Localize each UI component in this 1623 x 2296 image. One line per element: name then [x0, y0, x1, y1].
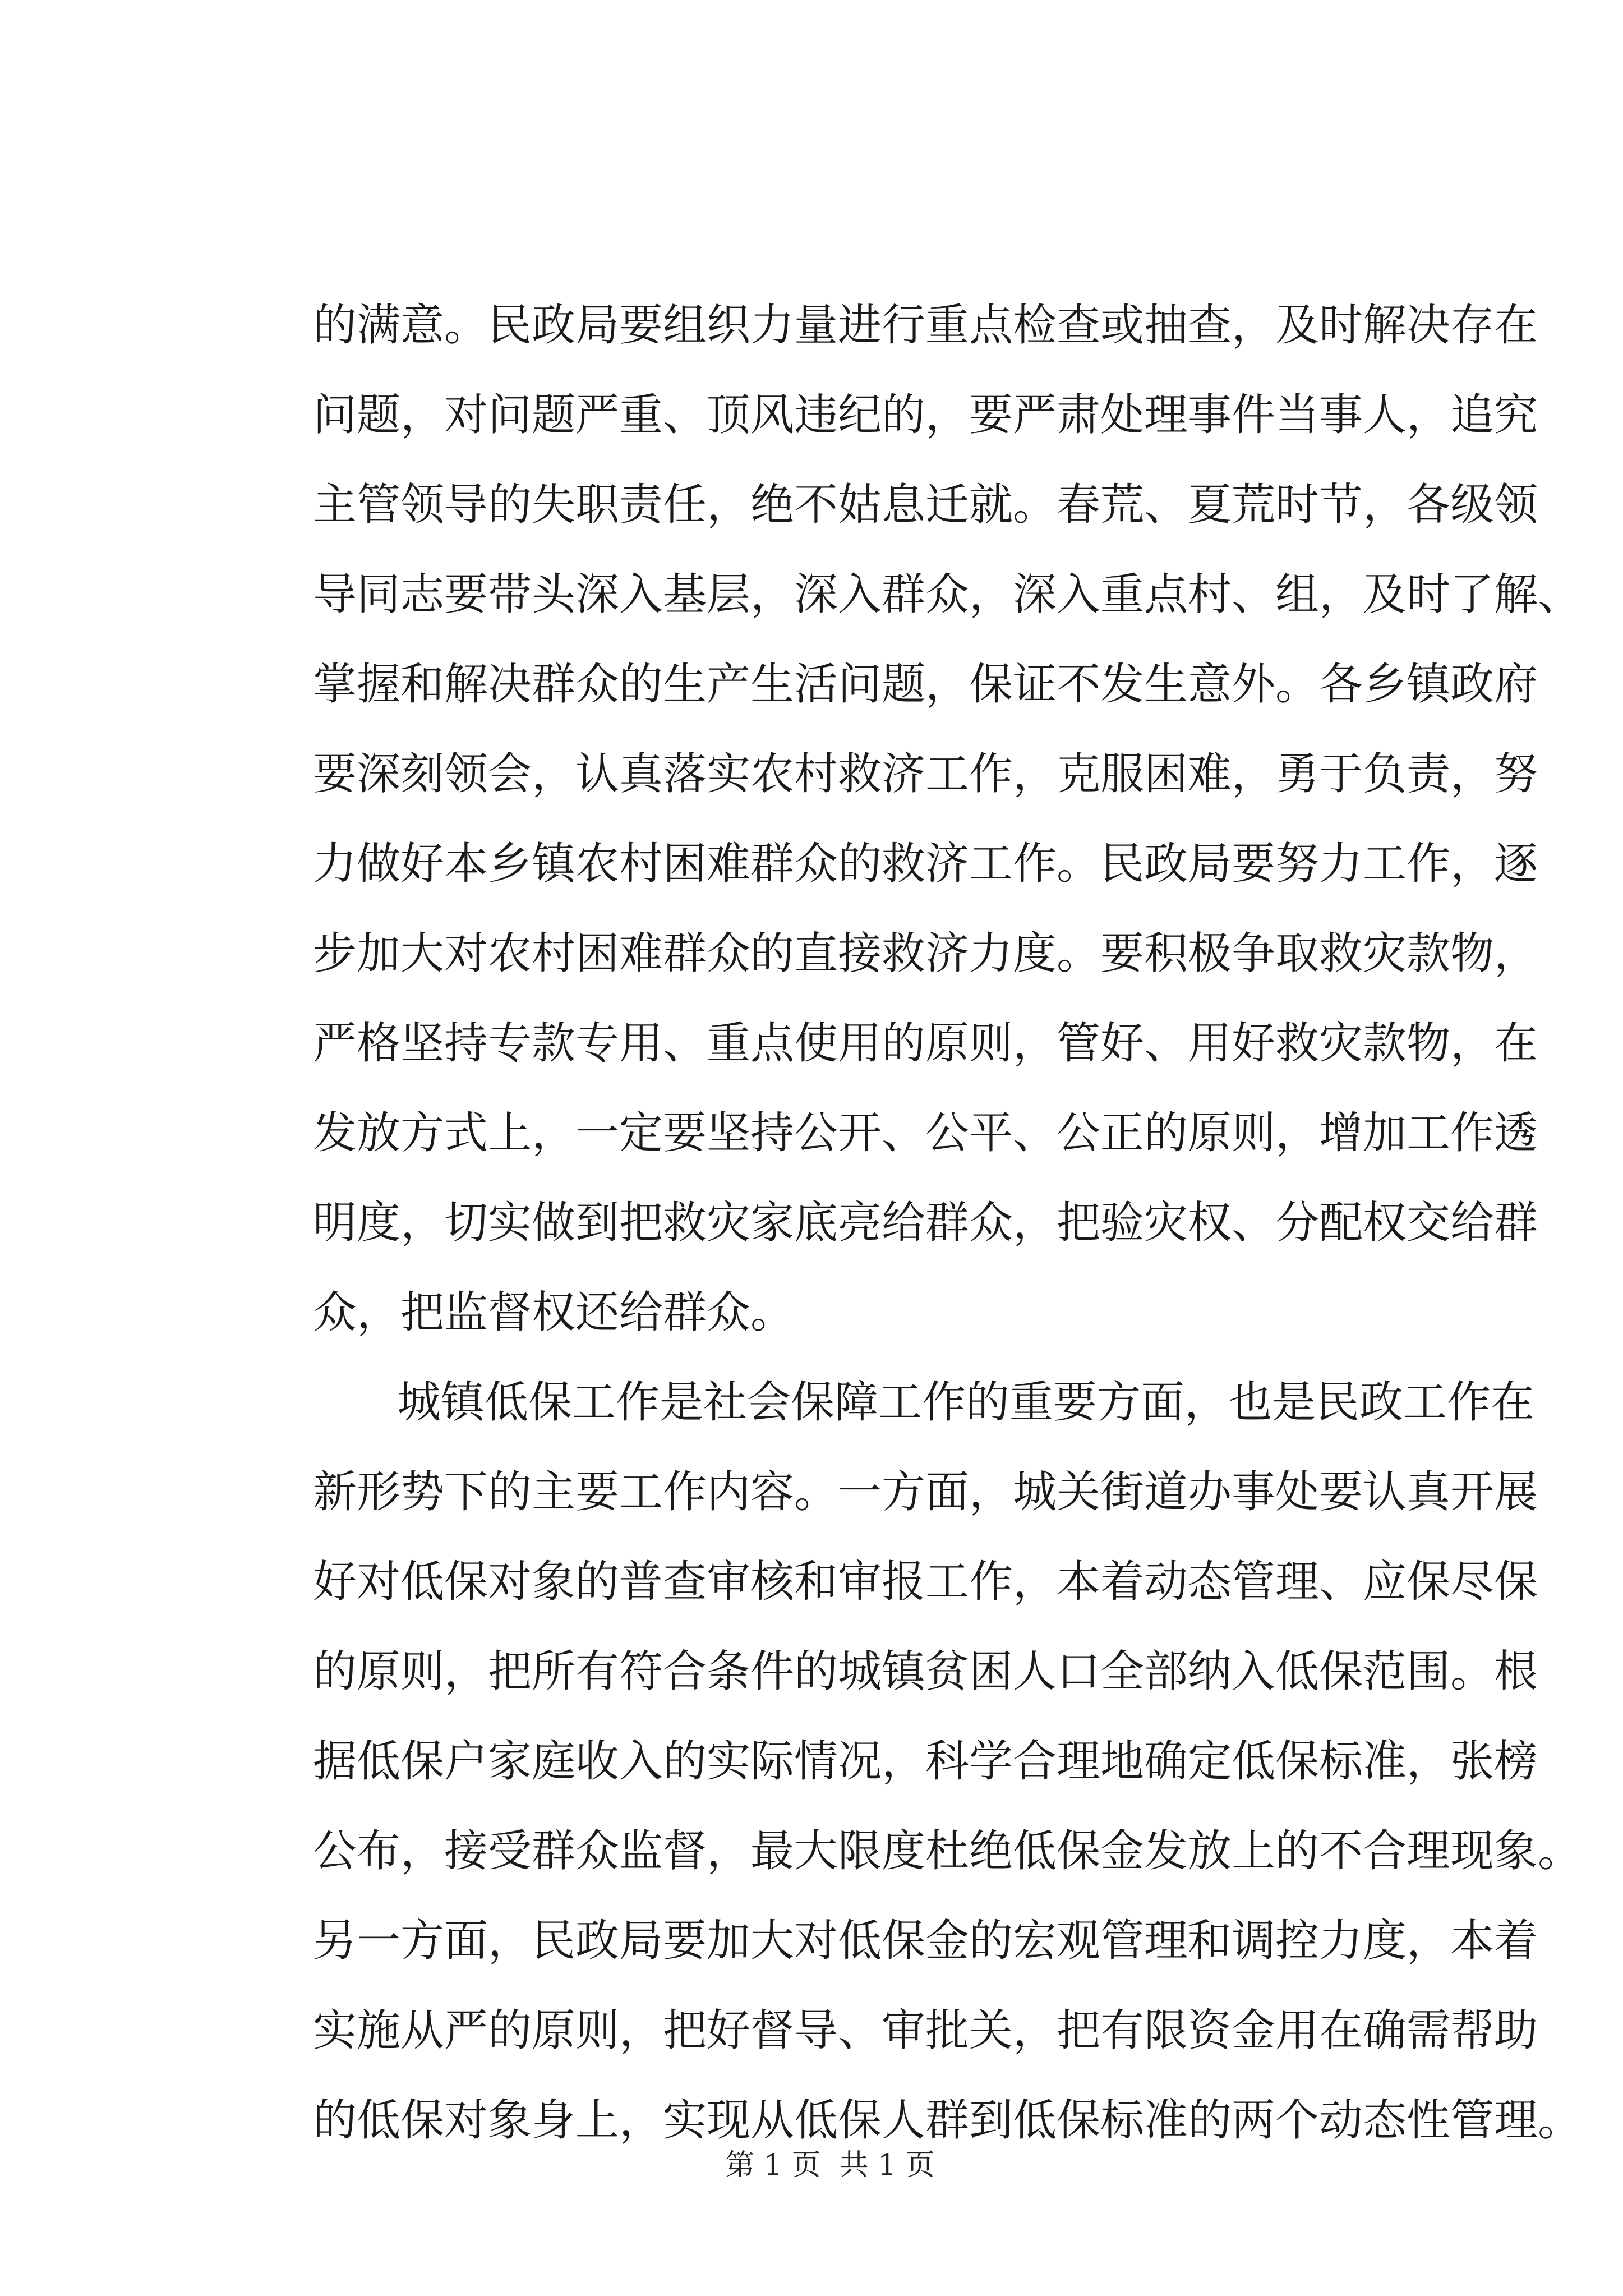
text-line: 众，把监督权还给群众。	[313, 1287, 795, 1338]
text-line: 发放方式上，一定要坚持公开、公平、公正的原则，增加工作透	[313, 1108, 1538, 1158]
text-line: 的原则，把所有符合条件的城镇贫困人口全部纳入低保范围。根	[313, 1646, 1538, 1697]
text-line: 公布，接受群众监督，最大限度杜绝低保金发放上的不合理现象。	[313, 1826, 1582, 1876]
page-footer	[0, 2098, 1623, 2233]
text-line: 的低保对象身上，实现从低保人群到低保标准的两个动态性管理。	[313, 2095, 1582, 2146]
text-line: 新形势下的主要工作内容。一方面，城关街道办事处要认真开展	[313, 1467, 1538, 1517]
paragraph	[313, 1358, 1582, 2165]
paragraph	[313, 280, 1582, 1358]
text-line: 步加大对农村困难群众的直接救济力度。要积极争取救灾款物，	[313, 928, 1538, 979]
text-line: 力做好本乡镇农村困难群众的救济工作。民政局要努力工作，逐	[313, 839, 1538, 889]
text-line: 明度，切实做到把救灾家底亮给群众，把验灾权、分配权交给群	[313, 1198, 1538, 1248]
text-line: 实施从严的原则，把好督导、审批关，把有限资金用在确需帮助	[313, 2005, 1538, 2056]
text-line: 的满意。民政局要组织力量进行重点检查或抽查，及时解决存在	[313, 300, 1538, 351]
text-line: 城镇低保工作是社会保障工作的重要方面，也是民政工作在	[397, 1377, 1535, 1428]
text-line: 掌握和解决群众的生产生活问题，保证不发生意外。各乡镇政府	[313, 659, 1538, 710]
text-line: 严格坚持专款专用、重点使用的原则，管好、用好救灾款物，在	[313, 1018, 1538, 1069]
page-number-label: 第 1 页 共 1 页	[725, 2148, 935, 2182]
text-line: 要深刻领会，认真落实农村救济工作，克服困难，勇于负责，努	[313, 749, 1538, 799]
text-line: 据低保户家庭收入的实际情况，科学合理地确定低保标准，张榜	[313, 1736, 1538, 1787]
text-line: 另一方面，民政局要加大对低保金的宏观管理和调控力度，本着	[313, 1916, 1538, 1966]
text-line: 好对低保对象的普查审核和审报工作，本着动态管理、应保尽保	[313, 1557, 1538, 1607]
text-line: 问题，对问题严重、顶风违纪的，要严肃处理事件当事人，追究	[313, 390, 1538, 440]
text-line: 主管领导的失职责任，绝不姑息迁就。春荒、夏荒时节，各级领	[313, 480, 1538, 530]
text-line: 导同志要带头深入基层，深入群众，深入重点村、组，及时了解、	[313, 569, 1582, 620]
document-body	[313, 280, 1582, 2165]
